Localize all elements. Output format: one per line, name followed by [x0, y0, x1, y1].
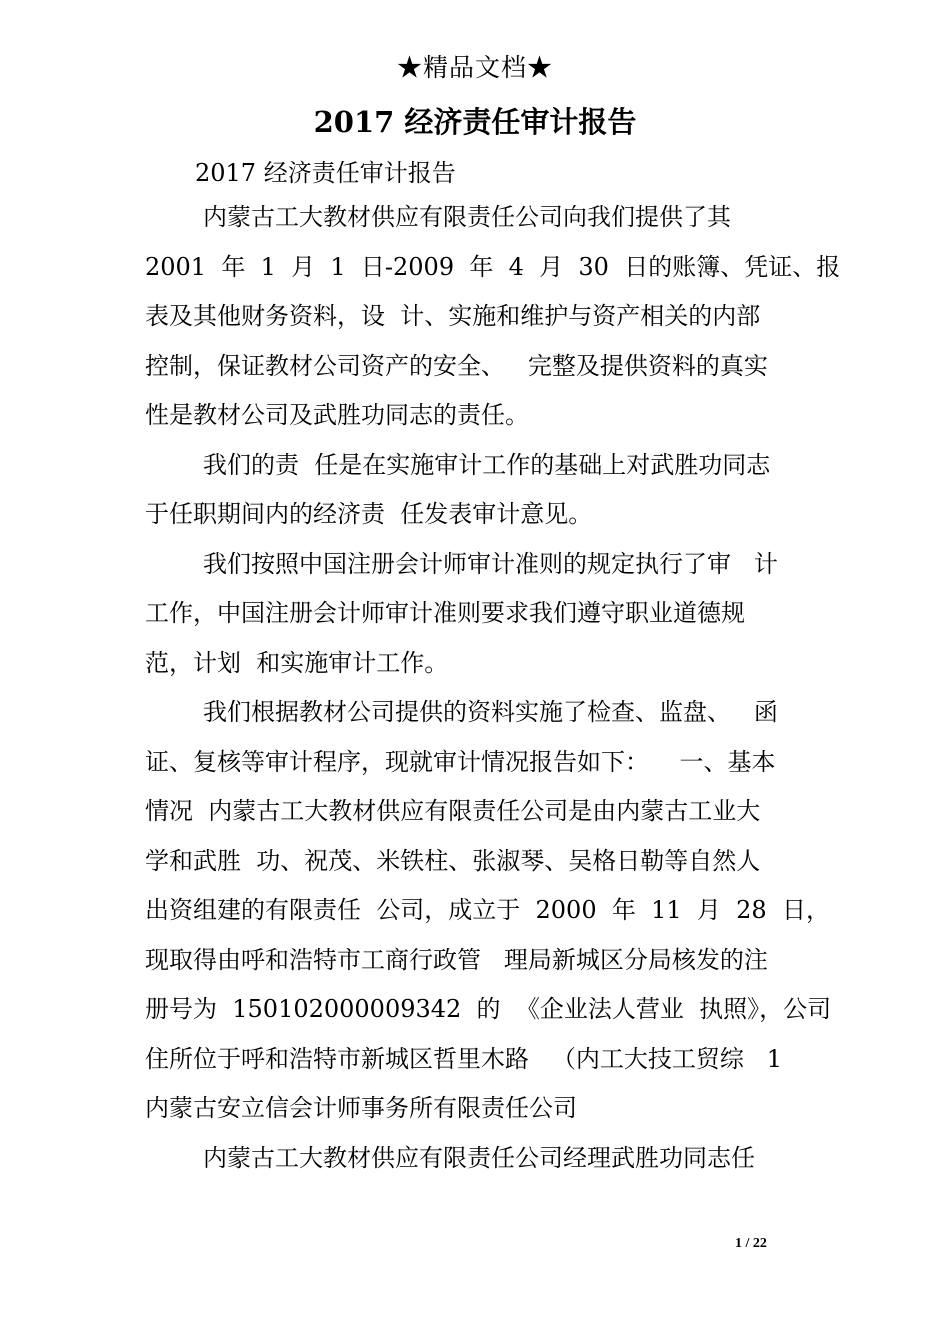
text-line: 控制，保证教材公司资产的安全、 完整及提供资料的真实 [145, 351, 768, 380]
text-line: 工作，中国注册会计师审计准则要求我们遵守职业道德规 [145, 599, 745, 627]
document-subtitle: 2017 经济责任审计报告 [195, 159, 456, 187]
text-line: 于任职期间内的经济责 任发表审计意见。 [145, 500, 593, 528]
text-line: 我们按照中国注册会计师审计准则的规定执行了审 计 [203, 549, 778, 578]
body-text [145, 193, 841, 1183]
text-line: 我们的责 任是在实施审计工作的基础上对武胜功同志 [203, 450, 771, 479]
document-title: 2017 经济责任审计报告 [313, 105, 637, 139]
text-line: 住所位于呼和浩特市新城区哲里木路 （内工大技工贸综 1 [145, 1044, 783, 1073]
text-line: 2001 年 1 月 1 日-2009 年 4 月 30 日的账簿、凭证、报 [145, 252, 841, 281]
text-line: 我们根据教材公司提供的资料实施了检查、监盘、 函 [203, 698, 778, 726]
text-line: 内蒙古工大教材供应有限责任公司向我们提供了其 [203, 203, 731, 231]
text-line: 内蒙古工大教材供应有限责任公司经理武胜功同志任 [203, 1143, 755, 1172]
text-line: 情况 内蒙古工大教材供应有限责任公司是由内蒙古工业大 [145, 797, 761, 825]
text-line: 出资组建的有限责任 公司，成立于 2000 年 11 月 28 日， [145, 896, 830, 924]
page-number: 1 / 22 [735, 1236, 767, 1251]
text-line: 现取得由呼和浩特市工商行政管 理局新城区分局核发的注 [145, 945, 768, 974]
text-line: 册号为 150102000009342 的 《企业法人营业 执照》，公司 [145, 995, 832, 1023]
text-line: 表及其他财务资料，设 计、实施和维护与资产相关的内部 [145, 302, 761, 330]
text-line: 内蒙古安立信会计师事务所有限责任公司 [145, 1094, 577, 1122]
text-line: 范，计划 和实施审计工作。 [145, 648, 449, 677]
text-line: 性是教材公司及武胜功同志的责任。 [145, 401, 529, 429]
text-line: 证、复核等审计程序，现就审计情况报告如下： 一、基本 [145, 747, 776, 776]
header-mark: ★精品文档★ [396, 53, 553, 82]
text-line: 学和武胜 功、祝茂、米铁柱、张淑琴、吴格日勒等自然人 [145, 846, 761, 875]
